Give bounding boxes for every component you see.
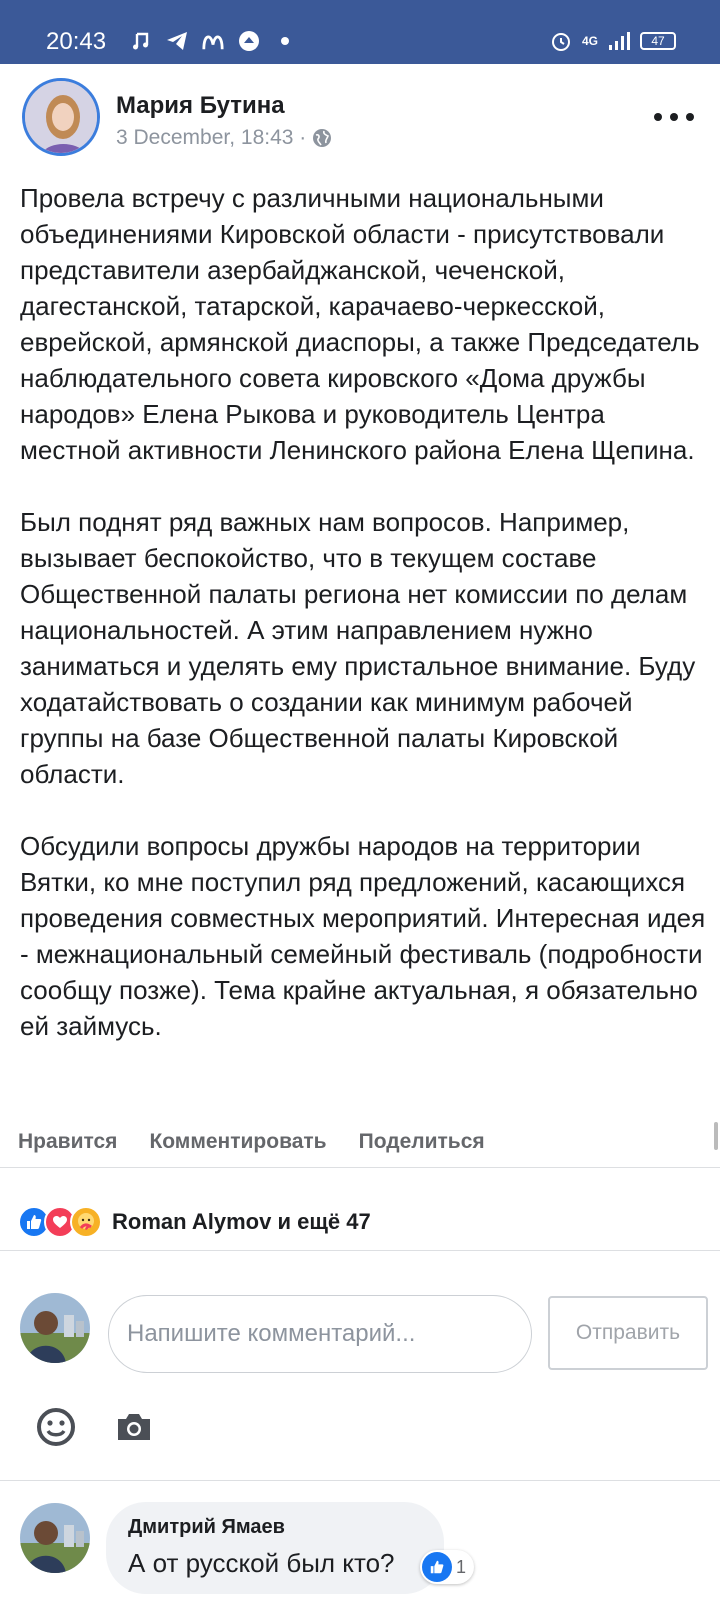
comment-button[interactable]: Комментировать	[149, 1130, 327, 1153]
scrollbar[interactable]	[714, 1122, 718, 1150]
post-date[interactable]: 3 December, 18:43 ·	[116, 126, 307, 149]
music-icon	[130, 30, 152, 52]
reactions-summary[interactable]	[18, 1205, 371, 1239]
comment-text: А от русской был кто?	[128, 1548, 395, 1578]
post-text	[20, 180, 710, 1080]
share-button[interactable]: Поделиться	[358, 1130, 485, 1153]
comment-input[interactable]	[108, 1295, 532, 1373]
send-button[interactable]: Отправить	[548, 1296, 708, 1370]
camera-icon[interactable]	[112, 1405, 156, 1449]
mcdonalds-icon	[202, 30, 224, 52]
divider	[0, 1250, 720, 1251]
care-reaction-icon	[70, 1206, 102, 1238]
comment-likes-count: 1	[456, 1556, 467, 1577]
reactions-text[interactable]: Roman Alymov и ещё 47	[112, 1209, 371, 1234]
post-meta	[116, 126, 332, 150]
current-user-avatar	[20, 1293, 90, 1363]
dot-icon	[274, 30, 296, 52]
status-time: 20:43	[46, 28, 107, 55]
globe-icon	[312, 128, 332, 148]
like-reaction-icon	[422, 1552, 452, 1582]
status-notification-icons	[130, 30, 296, 52]
emoji-icon[interactable]	[34, 1405, 78, 1449]
signal-icon	[608, 30, 630, 52]
comment-bubble	[106, 1502, 444, 1594]
author-avatar[interactable]	[22, 78, 100, 156]
battery-icon: 47	[640, 32, 676, 50]
post-header	[0, 64, 720, 174]
status-system-icons	[550, 30, 676, 52]
post-actions	[18, 1130, 485, 1154]
post-paragraph: Обсудили вопросы дружбы народов на территории Вятки, ко мне поступил ряд предложений, касающихся проведения совместных мероприятий. Интересная идея - межнациональный семейный фестиваль (подробности сообщу позже). Тема крайне актуальная, я обязательно ей займусь.	[20, 831, 706, 1041]
author-name[interactable]: Мария Бутина	[116, 92, 285, 119]
alarm-icon	[550, 30, 572, 52]
network-label: 4G	[581, 34, 598, 48]
more-options-icon[interactable]	[654, 104, 694, 130]
telegram-icon	[166, 30, 188, 52]
divider	[0, 1167, 720, 1168]
like-button[interactable]: Нравится	[18, 1130, 118, 1153]
comment-author[interactable]: Дмитрий Ямаев	[128, 1516, 285, 1538]
commenter-avatar[interactable]	[20, 1503, 90, 1573]
post-paragraph: Был поднят ряд важных нам вопросов. Например, вызывает беспокойство, что в текущем составе Общественной палаты региона нет комиссии по делам национальностей. А этим направлением нужно заниматься и уделять ему пристальное внимание. Буду ходатайствовать о создании как минимум рабочей группы на базе Общественной палаты Кировской области.	[20, 507, 696, 789]
divider	[0, 1480, 720, 1481]
comment-likes-badge[interactable]	[420, 1550, 474, 1584]
post-paragraph: Провела встречу с различными национальными объединениями Кировской области - присутствовали представители азербайджанской, чеченской, дагестанской, татарской, карачаево-черкесской, еврейской, армянской диаспоры, а также Председатель наблюдательного совета кировского «Дома дружбы народов» Елена Рыкова и руководитель Центра местной активности Ленинского района Елена Щепина.	[20, 183, 700, 465]
status-bar	[0, 0, 720, 64]
app-icon	[238, 30, 260, 52]
